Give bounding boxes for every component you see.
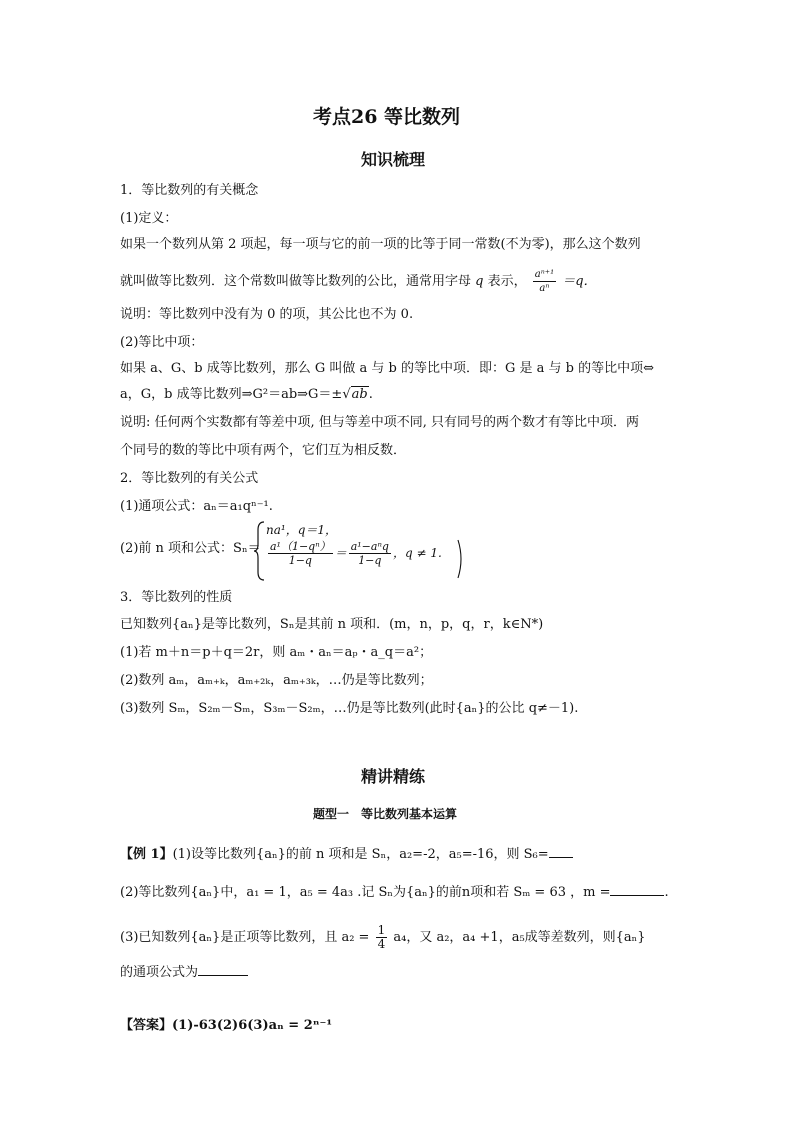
sum-fraction-1-denominator: 1−q [288, 554, 312, 567]
example-1-part-3-text-c: 的通项公式为 [120, 965, 199, 980]
example-1-part-1 [120, 845, 573, 863]
property-1: (1)若 m＋n＝p＋q＝2r，则 aₘ・aₙ＝aₚ・a_q＝a²； [120, 645, 433, 660]
sum-case-q-equals-1: na¹，q＝1， [266, 523, 338, 537]
example-1-part-3-text-b: a₄，又 a₂，a₄ +1，a₅成等差数列，则{aₙ} [393, 930, 646, 945]
sqrt-ab: ab [351, 387, 368, 402]
geometric-mean-line-1: 如果 a、G、b 成等比数列，那么 G 叫做 a 与 b 的等比中项．即：G 是 a 与 b 的等比中项⇔ [120, 361, 654, 376]
heading-concepts: 1．等比数列的有关概念 [120, 183, 259, 198]
sum-case-condition: ，q ≠ 1. [392, 546, 442, 560]
definition-text-a: 就叫做等比数列．这个常数叫做等比数列的公比，通常用字母 [120, 274, 472, 289]
sum-formula-right-paren [456, 538, 466, 580]
answer-blank-1 [549, 845, 573, 858]
note-nonzero: 说明：等比数列中没有为 0 的项，其公比也不为 0. [120, 307, 414, 322]
answer-blank-3 [198, 963, 248, 976]
definition-line-1: 如果一个数列从第 2 项起，每一项与它的前一项的比等于同一常数(不为零)，那么这个数列 [120, 237, 641, 252]
answer-blank-2 [610, 883, 664, 896]
ratio-symbol: q [475, 274, 484, 289]
example-1-part-3-text-a: (3)已知数列{aₙ}是正项等比数列，且 a₂ = [120, 930, 370, 945]
definition-label: (1)定义： [120, 211, 178, 226]
example-1-part-1-text: (1)设等比数列{aₙ}的前 n 项和是 Sₙ，a₂=-2，a₅=-16，则 S₆= [172, 847, 549, 862]
property-2: (2)数列 aₘ，aₘ₊ₖ，aₘ₊₂ₖ，aₘ₊₃ₖ，…仍是等比数列； [120, 673, 433, 688]
ratio-denominator: aⁿ [539, 283, 550, 294]
sum-fraction-2-numerator: a¹−aⁿq [350, 540, 389, 553]
problem-type-heading: 题型一 等比数列基本运算 [313, 807, 458, 821]
section-heading-practice: 精讲精练 [361, 767, 426, 786]
sum-formula-label: (2)前 n 项和公式：Sₙ＝ [120, 541, 261, 556]
sum-case-q-not-1: $\frac{\text{a¹（1−qⁿ）}}{1-q}$ ＝ $\frac{\text{a¹−aⁿq}}{1-q}$ ，q ≠ 1. [270, 540, 442, 567]
definition-text-b: 表示， [487, 274, 527, 289]
example-1-part-3 [120, 924, 646, 951]
heading-formulas: 2．等比数列的有关公式 [120, 471, 259, 486]
quarter-fraction [376, 924, 388, 951]
quarter-numerator: 1 [377, 923, 386, 937]
example-1-part-2 [120, 883, 669, 901]
properties-intro: 已知数列{aₙ}是等比数列，Sₙ是其前 n 项和．(m，n，p，q，r，k∈N*) [120, 617, 544, 632]
sum-fraction-1-numerator: a¹（1−qⁿ） [270, 540, 331, 553]
heading-properties: 3．等比数列的性质 [120, 590, 233, 605]
definition-text-c: ＝q． [562, 274, 597, 289]
note-geometric-mean-line-1: 说明: 任何两个实数都有等差中项, 但与等差中项不同, 只有同号的两个数才有等比中项．两 [120, 415, 640, 430]
geometric-mean-line-2: a，G，b 成等比数列⇒G²＝ab⇒G＝±√ab. [120, 387, 373, 402]
example-1-tag: 【例 1】 [120, 847, 173, 862]
sum-fraction-2-denominator: 1−q [358, 554, 382, 567]
example-1-part-3-line-2 [120, 963, 248, 981]
ratio-numerator: aⁿ⁺¹ [534, 269, 555, 280]
sum-fraction-2 [349, 540, 391, 567]
answer-tag: 【答案】 [120, 1018, 173, 1033]
answer-text: (1)-63(2)6(3)aₙ = 2ⁿ⁻¹ [172, 1018, 333, 1033]
general-term-formula: (1)通项公式：aₙ＝a₁qⁿ⁻¹. [120, 499, 273, 514]
section-heading-knowledge: 知识梳理 [361, 150, 426, 169]
geometric-mean-text: a，G，b 成等比数列⇒G²＝ab⇒G＝± [120, 387, 343, 402]
example-1-part-2-end: . [664, 885, 669, 900]
note-geometric-mean-line-2: 个同号的数的等比中项有两个，它们互为相反数． [120, 443, 407, 458]
quarter-denominator: 4 [377, 937, 386, 951]
page-title: 考点26 等比数列 [313, 106, 461, 128]
ratio-fraction [533, 268, 556, 295]
definition-line-2 [120, 268, 597, 295]
geometric-mean-end: . [368, 387, 373, 402]
sum-fraction-1 [268, 540, 333, 567]
answer-line [120, 1018, 332, 1034]
property-3: (3)数列 Sₘ，S₂ₘ－Sₘ，S₃ₘ－S₂ₘ，…仍是等比数列(此时{aₙ}的公比 q≠－1). [120, 701, 579, 716]
geometric-mean-label: (2)等比中项： [120, 335, 204, 350]
example-1-part-2-text: (2)等比数列{aₙ}中，a₁ = 1，a₅ = 4a₃ .记 Sₙ为{aₙ}的前n项和若 Sₘ = 63 ，m = [120, 885, 611, 900]
